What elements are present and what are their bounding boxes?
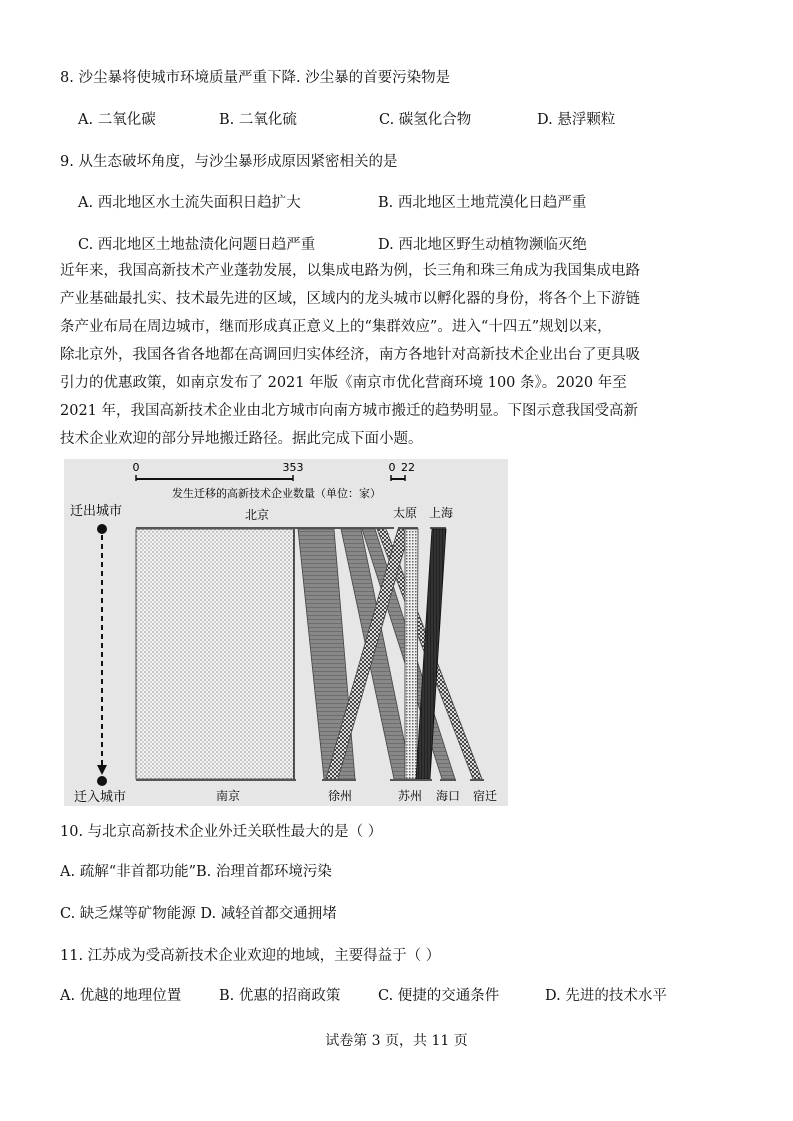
passage-line: 技术企业欢迎的部分异地搬迁路径。据此完成下面小题。: [60, 431, 423, 447]
target-xuzhou: 徐州: [327, 789, 353, 803]
q9-option-d[interactable]: D. 西北地区野生动植物濒临灭绝: [378, 237, 587, 253]
passage-line: 近年来，我国高新技术产业蓬勃发展，以集成电路为例，长三角和珠三角成为我国集成电路: [60, 263, 640, 279]
main-scale-max: 353: [282, 461, 304, 474]
q11-stem: 11. 江苏成为受高新技术企业欢迎的地域，主要得益于（ ）: [60, 948, 441, 964]
source-shanghai: 上海: [428, 506, 454, 520]
direction-arrowhead-icon: [97, 765, 107, 775]
flow-taiyuan-suzhou: [405, 529, 418, 779]
q8-option-d[interactable]: D. 悬浮颗粒: [537, 112, 616, 128]
q8-stem: 8. 沙尘暴将使城市环境质量严重下降. 沙尘暴的首要污染物是: [60, 70, 451, 86]
q11-option-c[interactable]: C. 便捷的交通条件: [378, 988, 500, 1004]
passage: [60, 257, 730, 453]
main-scale-min: 0: [132, 461, 140, 474]
small-scale-max: 22: [401, 461, 415, 474]
q10-options-ab[interactable]: A. 疏解“非首都功能”B. 治理首都环境污染: [60, 864, 332, 880]
chart-title: 发生迁移的高新技术企业数量（单位：家）: [172, 487, 381, 500]
q10-stem: 10. 与北京高新技术企业外迁关联性最大的是（ ）: [60, 824, 383, 840]
q11-option-b[interactable]: B. 优惠的招商政策: [219, 988, 341, 1004]
relocation-flow-figure: [64, 459, 508, 806]
q11-option-d[interactable]: D. 先进的技术水平: [545, 988, 667, 1004]
q8-option-c[interactable]: C. 碳氢化合物: [379, 112, 472, 128]
target-suqian: 宿迁: [472, 789, 498, 803]
q9-option-c[interactable]: C. 西北地区土地盐渍化问题日趋严重: [78, 237, 316, 253]
q10-options-cd[interactable]: C. 缺乏煤等矿物能源 D. 减轻首都交通拥堵: [60, 906, 337, 922]
q9-option-b[interactable]: B. 西北地区土地荒漠化日趋严重: [378, 195, 587, 211]
q9-option-a[interactable]: A. 西北地区水土流失面积日趋扩大: [78, 195, 301, 211]
q8-option-b[interactable]: B. 二氧化硫: [219, 112, 297, 128]
page-footer: 试卷第 3 页，共 11 页: [325, 1033, 468, 1049]
passage-line: 2021 年，我国高新技术企业由北方城市向南方城市搬迁的趋势明显。下图示意我国受高新: [60, 403, 639, 419]
out-city-label: 迁出城市: [70, 504, 123, 519]
passage-line: 产业基础最扎实、技术最先进的区域，区域内的龙头城市以孵化器的身份，将各个上下游链: [60, 291, 640, 307]
passage-line: 条产业布局在周边城市，继而形成真正意义上的“集群效应”。进入“十四五”规划以来，: [60, 319, 612, 335]
flow-beijing-nanjing: [136, 529, 294, 779]
q11-option-a[interactable]: A. 优越的地理位置: [60, 988, 182, 1004]
source-beijing: 北京: [244, 508, 270, 522]
passage-line: 引力的优惠政策，如南京发布了 2021 年版《南京市优化营商环境 100 条》。2020 年至: [60, 375, 627, 391]
small-scale-min: 0: [388, 461, 396, 474]
target-nanjing: 南京: [215, 789, 241, 803]
in-city-dot: [97, 776, 107, 786]
target-suzhou: 苏州: [397, 789, 423, 803]
q9-stem: 9. 从生态破坏角度，与沙尘暴形成原因紧密相关的是: [60, 154, 398, 170]
q8-option-a[interactable]: A. 二氧化碳: [78, 112, 156, 128]
in-city-label: 迁入城市: [74, 790, 127, 805]
flow-chart-svg: [64, 459, 508, 806]
source-taiyuan: 太原: [392, 506, 418, 520]
out-city-dot: [97, 524, 107, 534]
target-haikou: 海口: [435, 789, 461, 803]
passage-line: 除北京外，我国各省各地都在高调回归实体经济，南方各地针对高新技术企业出台了更具吸: [60, 347, 640, 363]
